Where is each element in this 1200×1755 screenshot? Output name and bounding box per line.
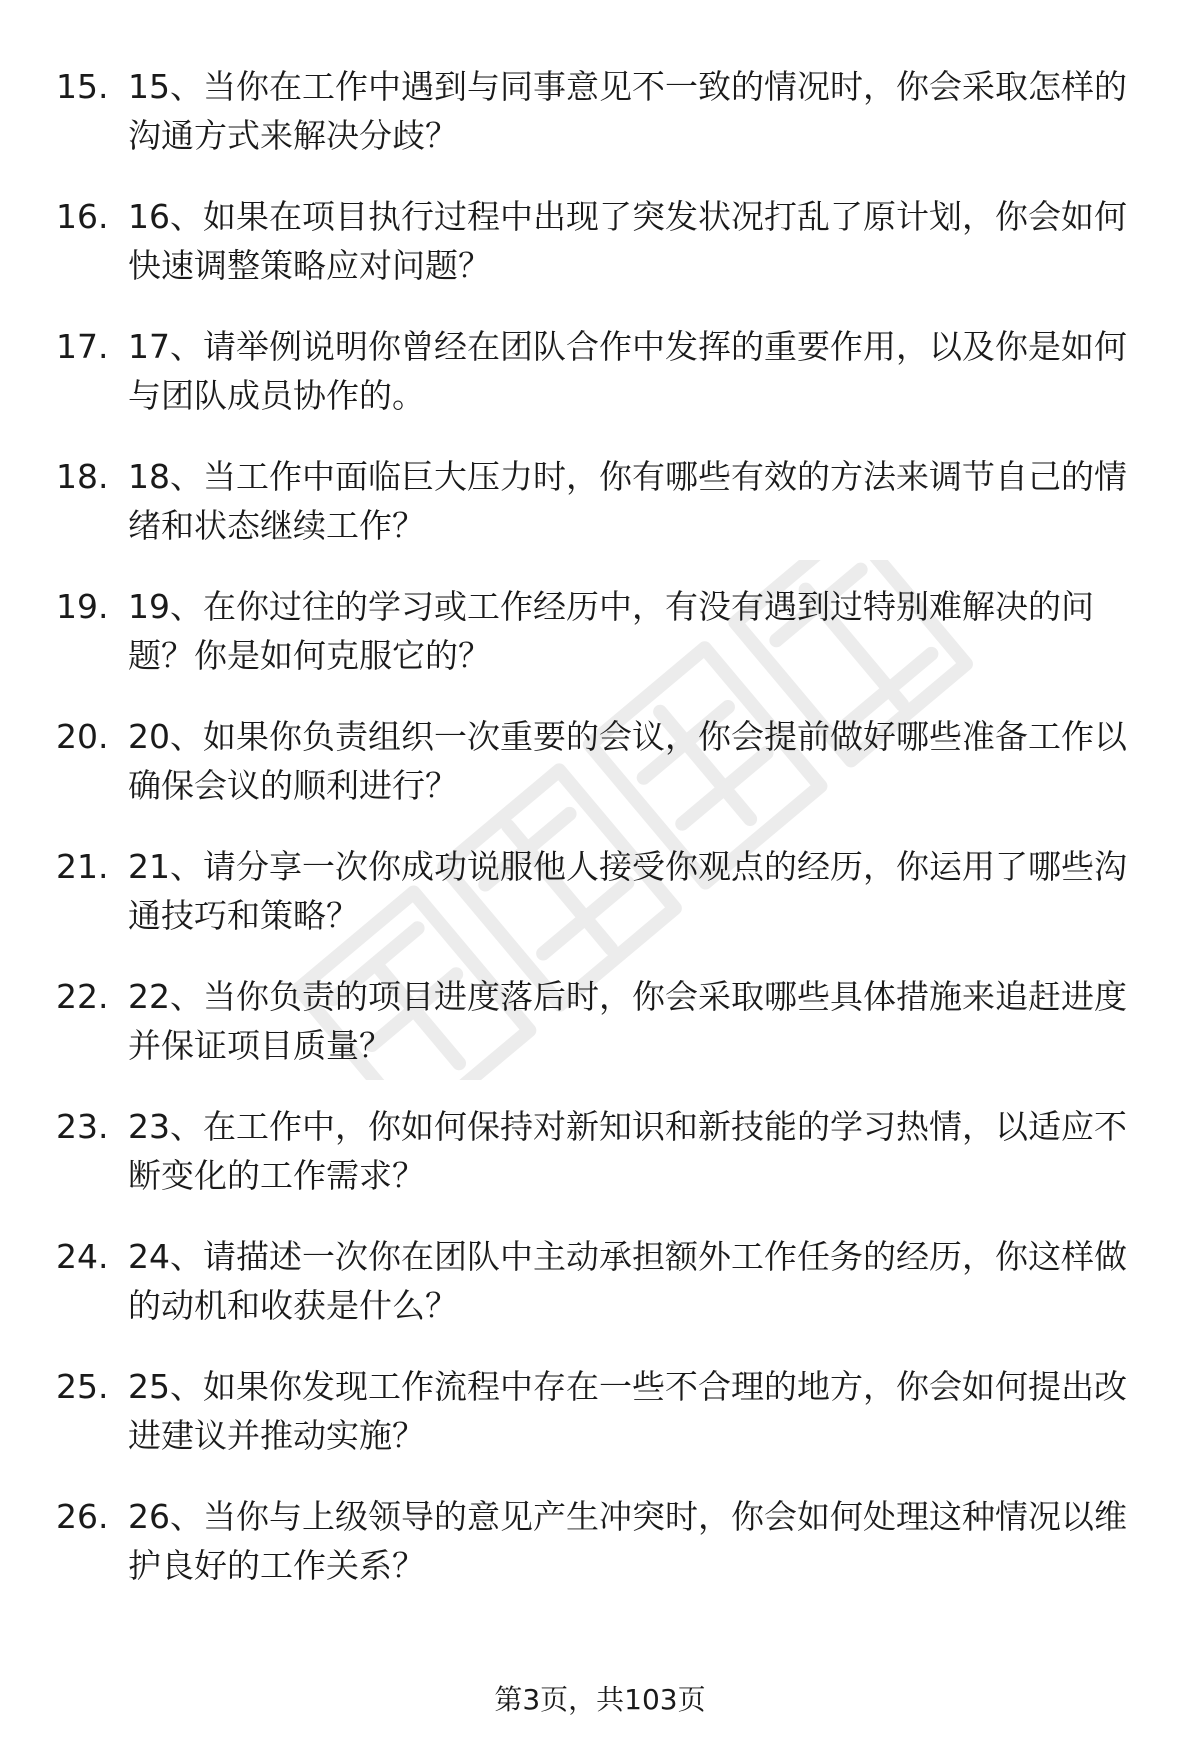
question-item <box>0 322 1200 452</box>
question-item <box>0 1102 1200 1232</box>
question-text: 19、在你过往的学习或工作经历中，有没有遇到过特别难解决的问题？你是如何克服它的？ <box>128 587 1094 675</box>
question-item <box>0 1492 1200 1622</box>
question-text: 18、当工作中面临巨大压力时，你有哪些有效的方法来调节自己的情绪和状态继续工作？ <box>128 457 1127 545</box>
question-number: 22. <box>56 977 109 1016</box>
question-number: 20. <box>56 717 109 756</box>
question-list <box>0 62 1200 1622</box>
question-number: 24. <box>56 1237 109 1276</box>
question-item <box>0 1232 1200 1362</box>
page-number-footer: 第3页，共103页 <box>494 1683 706 1716</box>
question-number: 16. <box>56 197 109 236</box>
question-number: 21. <box>56 847 109 886</box>
question-text: 23、在工作中，你如何保持对新知识和新技能的学习热情，以适应不断变化的工作需求？ <box>128 1107 1127 1195</box>
question-item <box>0 842 1200 972</box>
question-number: 25. <box>56 1367 109 1406</box>
question-text: 24、请描述一次你在团队中主动承担额外工作任务的经历，你这样做的动机和收获是什么？ <box>128 1237 1127 1325</box>
question-text: 26、当你与上级领导的意见产生冲突时，你会如何处理这种情况以维护良好的工作关系？ <box>128 1497 1127 1585</box>
question-text: 20、如果你负责组织一次重要的会议，你会提前做好哪些准备工作以确保会议的顺利进行？ <box>128 717 1127 805</box>
question-number: 19. <box>56 587 109 626</box>
question-number: 17. <box>56 327 109 366</box>
question-item <box>0 972 1200 1102</box>
question-text: 15、当你在工作中遇到与同事意见不一致的情况时，你会采取怎样的沟通方式来解决分歧？ <box>128 67 1127 155</box>
question-number: 18. <box>56 457 109 496</box>
question-text: 17、请举例说明你曾经在团队合作中发挥的重要作用，以及你是如何与团队成员协作的。 <box>128 327 1127 415</box>
question-text: 21、请分享一次你成功说服他人接受你观点的经历，你运用了哪些沟通技巧和策略？ <box>128 847 1127 935</box>
question-item <box>0 192 1200 322</box>
question-item <box>0 62 1200 192</box>
question-number: 15. <box>56 67 109 106</box>
question-text: 22、当你负责的项目进度落后时，你会采取哪些具体措施来追赶进度并保证项目质量？ <box>128 977 1127 1065</box>
question-number: 26. <box>56 1497 109 1536</box>
question-number: 23. <box>56 1107 109 1146</box>
question-item <box>0 1362 1200 1492</box>
question-item <box>0 452 1200 582</box>
question-text: 16、如果在项目执行过程中出现了突发状况打乱了原计划，你会如何快速调整策略应对问题？ <box>128 197 1127 285</box>
question-text: 25、如果你发现工作流程中存在一些不合理的地方，你会如何提出改进建议并推动实施？ <box>128 1367 1127 1455</box>
question-item <box>0 712 1200 842</box>
question-item <box>0 582 1200 712</box>
